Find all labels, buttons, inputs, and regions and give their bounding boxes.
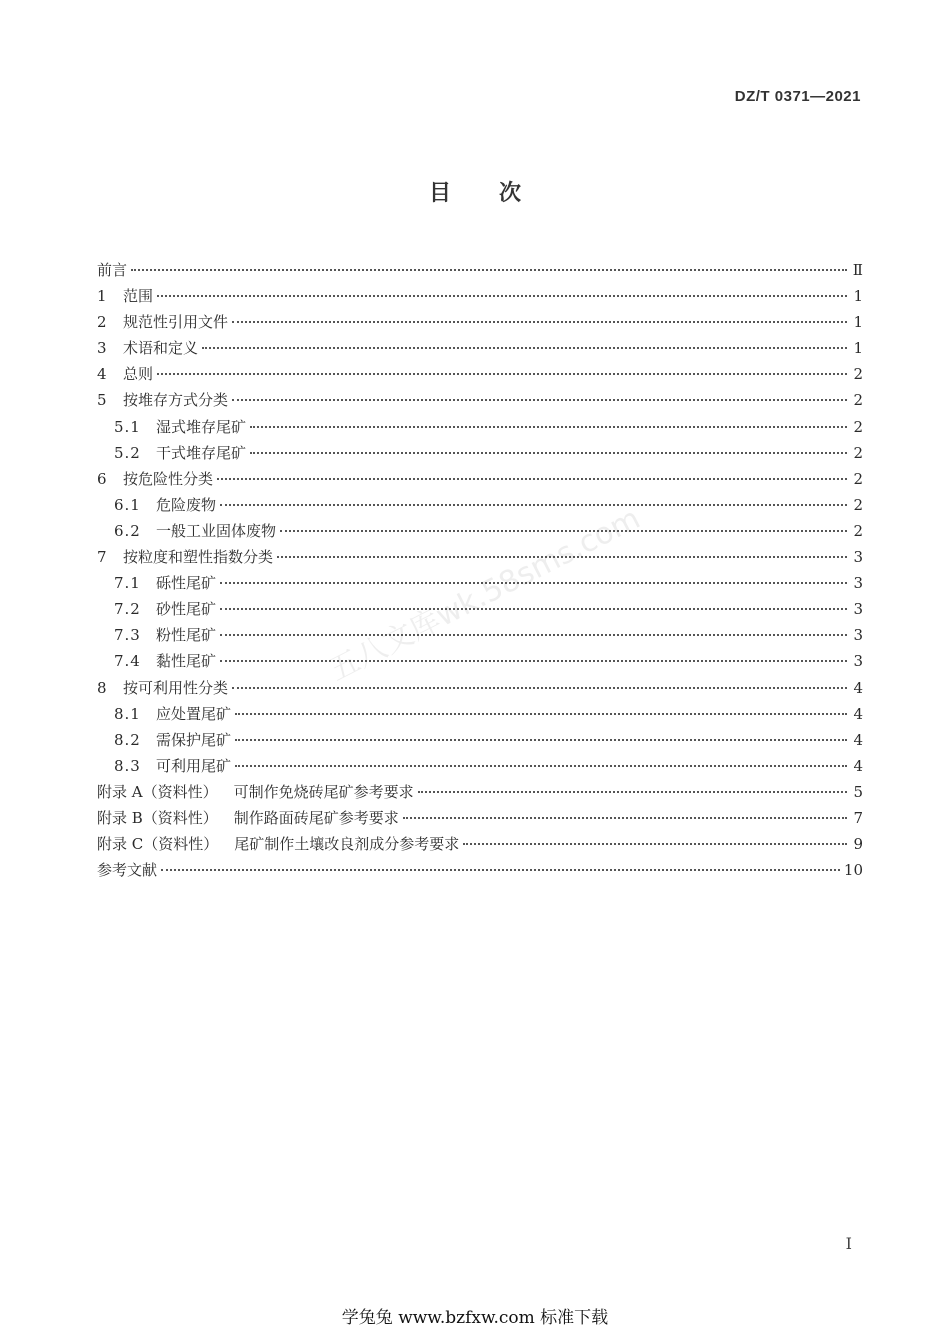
toc-entry[interactable]	[97, 805, 863, 831]
toc-entry-number: 5	[97, 391, 107, 410]
toc-entry-page: 3	[853, 600, 863, 619]
toc-entry-number: 8.3	[114, 756, 141, 775]
toc-entry[interactable]	[97, 701, 863, 727]
toc-leader-dots	[220, 582, 847, 584]
toc-entry-label: 黏性尾矿	[156, 652, 217, 671]
toc-leader-dots	[250, 426, 847, 428]
toc-entry[interactable]	[97, 257, 863, 283]
toc-entry-page: 2	[853, 417, 863, 436]
toc-entry[interactable]	[97, 727, 863, 753]
table-of-contents	[97, 257, 863, 883]
toc-entry-label: 可利用尾矿	[156, 756, 232, 775]
watermark: 五八文库wk.58sms.com	[323, 501, 646, 689]
toc-entry-number: 8.1	[114, 704, 141, 723]
toc-entry[interactable]	[97, 648, 863, 674]
toc-leader-dots	[220, 634, 847, 636]
toc-entry-number: 附录 B（资料性）	[97, 808, 218, 827]
toc-entry-number: 6	[97, 469, 107, 488]
toc-leader-dots	[403, 817, 847, 819]
toc-entry-label: 术语和定义	[123, 339, 199, 358]
toc-leader-dots	[220, 504, 847, 506]
toc-entry-label: 一般工业固体废物	[156, 521, 277, 540]
toc-entry-number: 2	[97, 313, 107, 332]
toc-entry[interactable]	[97, 518, 863, 544]
toc-leader-dots	[220, 660, 847, 662]
toc-entry-page: 3	[853, 574, 863, 593]
toc-entry-page: 3	[853, 652, 863, 671]
toc-entry-page: 1	[853, 339, 863, 358]
toc-entry-label: 前言	[97, 261, 128, 279]
toc-entry-page: 1	[853, 313, 863, 332]
toc-leader-dots	[217, 478, 847, 480]
toc-entry[interactable]	[97, 283, 863, 309]
toc-entry-number: 7.3	[114, 626, 141, 645]
toc-title: 目次	[428, 181, 569, 206]
toc-entry-page: 2	[853, 443, 863, 462]
toc-entry[interactable]	[97, 779, 863, 805]
toc-leader-dots	[131, 269, 847, 271]
toc-entry-page: 3	[853, 626, 863, 645]
toc-entry-page: 4	[853, 756, 863, 775]
toc-entry-page: 5	[853, 782, 863, 801]
toc-entry-label: 按可利用性分类	[123, 678, 229, 697]
toc-entry[interactable]	[97, 753, 863, 779]
toc-entry-number: 6.2	[114, 521, 141, 540]
toc-entry-number: 3	[97, 339, 107, 358]
toc-entry-label: 参考文献	[97, 861, 158, 880]
toc-entry-number: 8	[97, 678, 107, 697]
toc-entry-number: 1	[97, 287, 107, 306]
toc-leader-dots	[161, 869, 840, 871]
toc-entry-label: 规范性引用文件	[123, 313, 229, 332]
toc-leader-dots	[250, 452, 847, 454]
toc-leader-dots	[157, 373, 847, 375]
toc-entry-number: 7.4	[114, 652, 141, 671]
toc-entry-page: 2	[853, 495, 863, 514]
toc-entry-label: 按危险性分类	[123, 469, 214, 488]
toc-leader-dots	[277, 556, 847, 558]
toc-entry[interactable]	[97, 440, 863, 466]
toc-entry-page: 2	[853, 469, 863, 488]
toc-entry-page: 2	[853, 521, 863, 540]
toc-leader-dots	[202, 347, 847, 349]
toc-entry-page: 9	[853, 835, 863, 854]
toc-leader-dots	[232, 399, 847, 401]
toc-entry-number: 附录 C（资料性）	[97, 835, 219, 854]
toc-entry-page: 4	[853, 730, 863, 749]
toc-entry-page: 2	[853, 365, 863, 384]
toc-entry-page: 4	[853, 678, 863, 697]
toc-entry-label: 湿式堆存尾矿	[156, 417, 247, 436]
toc-entry-label: 总则	[123, 365, 154, 384]
toc-entry[interactable]	[97, 361, 863, 387]
toc-entry-label: 砾性尾矿	[156, 574, 217, 593]
toc-entry[interactable]	[97, 309, 863, 335]
toc-leader-dots	[232, 321, 847, 323]
toc-entry-page: 10	[843, 861, 863, 880]
toc-leader-dots	[418, 791, 847, 793]
toc-entry-page: 3	[853, 548, 863, 567]
toc-entry-label: 干式堆存尾矿	[156, 443, 247, 462]
toc-entry[interactable]	[97, 492, 863, 518]
toc-entry-label: 可制作免烧砖尾矿参考要求	[233, 782, 414, 801]
toc-entry-page: 1	[853, 287, 863, 306]
toc-entry-label: 按粒度和塑性指数分类	[123, 548, 274, 567]
toc-leader-dots	[235, 765, 847, 767]
toc-entry-label: 应处置尾矿	[156, 704, 232, 723]
toc-entry-number: 7.1	[114, 574, 141, 593]
toc-entry[interactable]	[97, 675, 863, 701]
toc-leader-dots	[220, 608, 847, 610]
toc-entry-label: 尾矿制作土壤改良剂成分参考要求	[234, 835, 460, 854]
toc-entry-label: 需保护尾矿	[156, 730, 232, 749]
toc-entry-number: 6.1	[114, 495, 141, 514]
standard-code: DZ/T 0371—2021	[734, 88, 861, 105]
toc-entry[interactable]	[97, 596, 863, 622]
toc-entry-number: 4	[97, 365, 107, 384]
toc-entry[interactable]	[97, 622, 863, 648]
toc-leader-dots	[235, 713, 847, 715]
toc-entry-label: 砂性尾矿	[156, 600, 217, 619]
toc-entry-number: 5.2	[114, 443, 141, 462]
toc-leader-dots	[280, 530, 847, 532]
toc-entry-number: 附录 A（资料性）	[97, 782, 218, 801]
toc-leader-dots	[235, 739, 847, 741]
toc-entry-page: 7	[853, 808, 863, 827]
toc-entry-number: 7.2	[114, 600, 141, 619]
toc-entry-number: 7	[97, 548, 107, 567]
toc-leader-dots	[157, 295, 847, 297]
page-number: I	[845, 1234, 852, 1253]
toc-entry[interactable]	[97, 414, 863, 440]
toc-entry-number: 5.1	[114, 417, 141, 436]
toc-entry-label: 范围	[123, 287, 154, 306]
toc-entry-page: 2	[853, 391, 863, 410]
toc-entry[interactable]	[97, 466, 863, 492]
toc-leader-dots	[232, 687, 847, 689]
toc-entry-label: 危险废物	[156, 495, 217, 514]
toc-entry-label: 制作路面砖尾矿参考要求	[233, 808, 399, 827]
toc-entry[interactable]	[97, 857, 863, 883]
toc-entry[interactable]	[97, 570, 863, 596]
toc-entry[interactable]	[97, 544, 863, 570]
footer-source: 学兔兔 www.bzfxw.com 标准下载	[341, 1308, 609, 1328]
toc-entry-number: 8.2	[114, 730, 141, 749]
toc-entry-page: Ⅱ	[852, 261, 863, 279]
toc-entry[interactable]	[97, 387, 863, 413]
toc-entry[interactable]	[97, 831, 863, 857]
toc-entry-page: 4	[853, 704, 863, 723]
toc-entry[interactable]	[97, 335, 863, 361]
toc-entry-label: 按堆存方式分类	[123, 391, 229, 410]
toc-leader-dots	[463, 843, 847, 845]
toc-entry-label: 粉性尾矿	[156, 626, 217, 645]
